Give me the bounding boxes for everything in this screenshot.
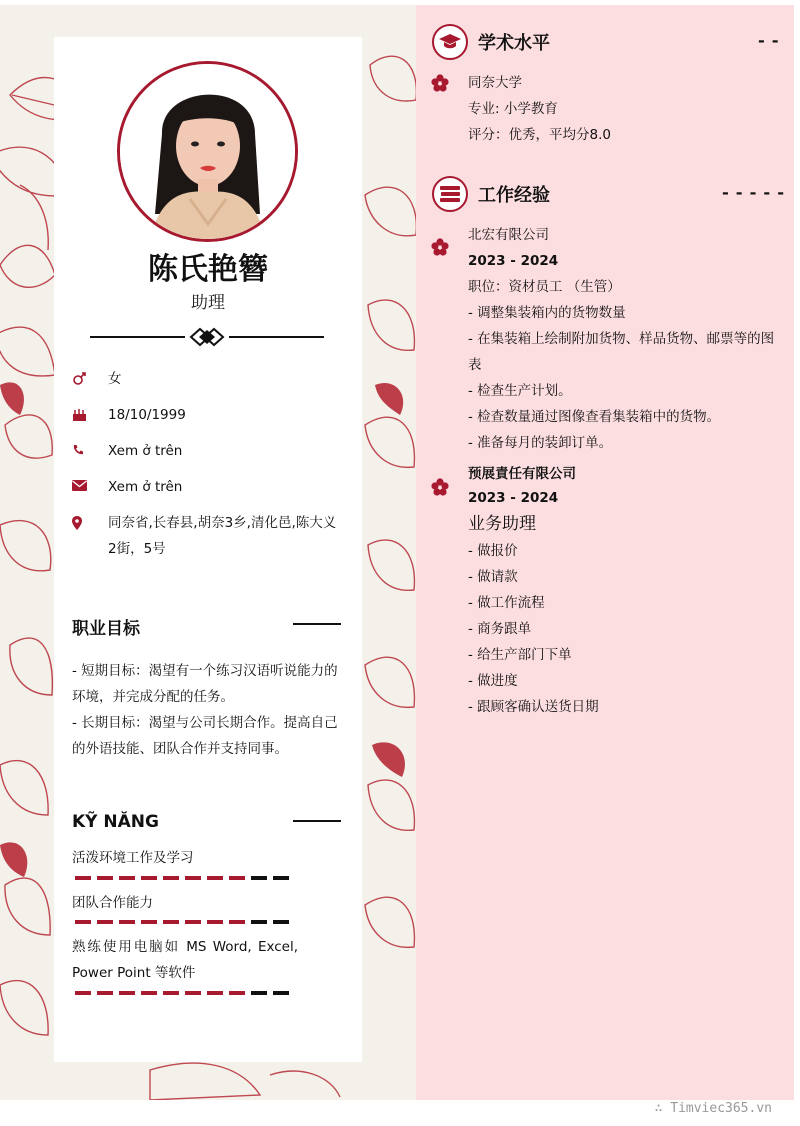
info-email <box>72 474 342 500</box>
career-short-term: - 短期目标：渴望有一个练习汉语听说能力的环境，并完成分配的任务。 <box>72 663 338 705</box>
gender-value: 女 <box>108 371 122 387</box>
avatar <box>117 61 298 242</box>
skill-label: 活泼环境工作及学习 <box>72 850 194 866</box>
phone-icon <box>72 438 108 464</box>
info-phone <box>72 438 342 464</box>
location-pin-icon <box>72 510 108 562</box>
experience-heading <box>432 176 550 212</box>
address-value: 同奈省,长春县,胡奈3乡,清化邑,陈大义2街，5号 <box>108 515 337 557</box>
job-position: 业务助理 <box>468 514 536 534</box>
info-address <box>72 510 342 562</box>
job-duty: - 做请款 <box>468 569 518 585</box>
experience-title: 工作经验 <box>478 185 550 206</box>
flower-bullet-icon <box>431 74 449 92</box>
envelope-icon <box>72 474 108 500</box>
skill-bar <box>75 991 289 995</box>
career-objective <box>72 658 342 762</box>
flower-bullet-icon <box>431 238 449 256</box>
phone-value: Xem ở trên <box>108 443 183 459</box>
job-duty: - 调整集装箱内的货物数量 <box>468 305 626 321</box>
education-dash: -- <box>756 32 784 52</box>
flower-bullet-icon <box>431 478 449 496</box>
job-duty: - 检查数量通过图像查看集装箱中的货物。 <box>468 409 721 425</box>
job-duty: - 在集装箱上绘制附加货物、样品货物、邮票等的图表 <box>468 331 775 373</box>
portrait-icon <box>120 64 295 239</box>
skills-title-rule <box>293 820 341 822</box>
career-long-term: - 长期目标：渴望与公司长期合作。提高自己的外语技能、团队合作并支持同事。 <box>72 715 338 757</box>
gender-icon <box>72 366 108 392</box>
ornament-divider-icon <box>90 326 324 348</box>
skill-bar <box>75 876 289 880</box>
profile-name: 陈氏艳簪 <box>148 252 268 287</box>
job-duty: - 给生产部门下单 <box>468 647 572 663</box>
profile-role: 助理 <box>191 293 225 313</box>
books-icon <box>432 176 468 212</box>
job-company: 预展責任有限公司 <box>468 466 576 482</box>
skill-label: 团队合作能力 <box>72 895 153 911</box>
job-period: 2023 - 2024 <box>468 490 559 506</box>
school-grade: 评分：优秀，平均分8.0 <box>468 127 611 143</box>
job-company: 北宏有限公司 <box>468 227 549 243</box>
education-title: 学术水平 <box>478 33 550 54</box>
career-title-rule <box>293 623 341 625</box>
job-duty: - 检查生产计划。 <box>468 383 572 399</box>
info-gender <box>72 366 342 392</box>
job-duty: - 商务跟单 <box>468 621 532 637</box>
job-duty: - 跟顾客确认送货日期 <box>468 699 599 715</box>
skill-label: 熟练使用电脑如 MS Word, Excel, Power Point 等软件 <box>72 939 298 981</box>
school-major: 专业: 小学教育 <box>468 101 558 117</box>
birthday-value: 18/10/1999 <box>108 407 186 423</box>
school-name: 同奈大学 <box>468 75 522 91</box>
experience-dash: ----- <box>720 184 790 204</box>
job-duty: - 做进度 <box>468 673 518 689</box>
job-entry <box>468 462 786 720</box>
education-heading <box>432 24 550 60</box>
job-duty: - 做报价 <box>468 543 518 559</box>
job-duty: - 准备每月的装卸订单。 <box>468 435 613 451</box>
email-value: Xem ở trên <box>108 479 183 495</box>
cake-icon <box>72 402 108 428</box>
education-details <box>468 70 786 148</box>
career-title: 职业目标 <box>72 619 140 639</box>
info-birthday <box>72 402 342 428</box>
footer-brand: ∴ Timviec365.vn <box>654 1101 772 1116</box>
job-duty: - 做工作流程 <box>468 595 545 611</box>
graduation-cap-icon <box>432 24 468 60</box>
job-entry <box>468 222 786 456</box>
job-position: 职位：资材员工 （生管） <box>468 279 621 295</box>
job-period: 2023 - 2024 <box>468 253 559 269</box>
skills-title: KỸ NĂNG <box>72 812 159 832</box>
skill-bar <box>75 920 289 924</box>
